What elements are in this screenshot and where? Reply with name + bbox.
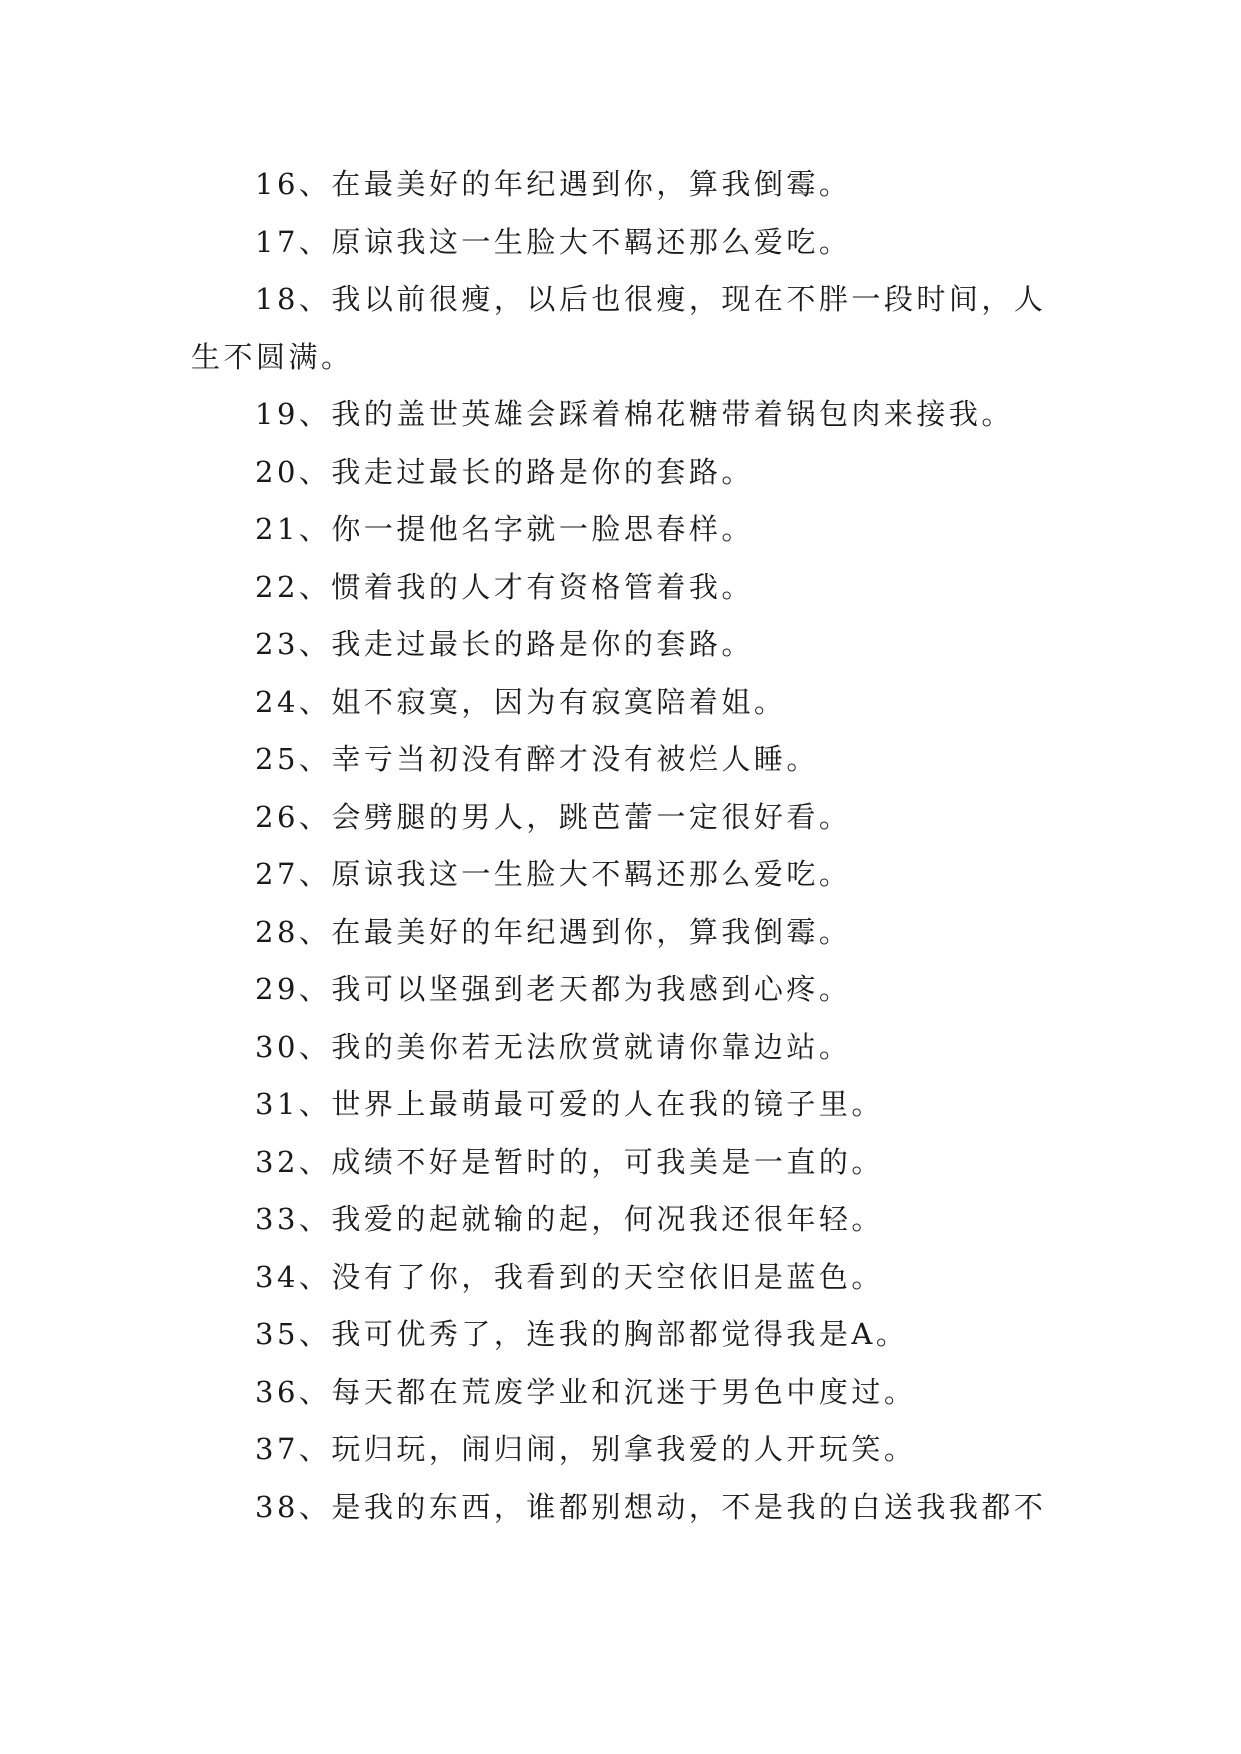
paragraph-32: 32、成绩不好是暂时的，可我美是一直的。 [255, 1144, 884, 1179]
paragraph-17: 17、原谅我这一生脸大不羁还那么爱吃。 [255, 224, 852, 259]
paragraph-23: 23、我走过最长的路是你的套路。 [255, 627, 754, 661]
paragraph-25: 25、幸亏当初没有醉才没有被烂人睡。 [255, 742, 819, 776]
paragraph-33: 33、我爱的起就输的起，何况我还很年轻。 [255, 1202, 884, 1236]
paragraph-26: 26、会劈腿的男人，跳芭蕾一定很好看。 [255, 799, 852, 834]
paragraph-31: 31、世界上最萌最可爱的人在我的镜子里。 [255, 1087, 884, 1121]
paragraph-27: 27、原谅我这一生脸大不羁还那么爱吃。 [255, 857, 852, 891]
paragraph-38: 38、是我的东西，谁都别想动，不是我的白送我我都不 [255, 1489, 1047, 1524]
paragraph-24: 24、姐不寂寞，因为有寂寞陪着姐。 [255, 684, 787, 719]
paragraph-21: 21、你一提他名字就一脸思春样。 [255, 512, 754, 546]
paragraph-29: 29、我可以坚强到老天都为我感到心疼。 [255, 972, 852, 1006]
paragraph-37: 37、玩归玩，闹归闹，别拿我爱的人开玩笑。 [255, 1432, 917, 1466]
document-body [191, 156, 1051, 1536]
paragraph-36: 36、每天都在荒废学业和沉迷于男色中度过。 [255, 1374, 917, 1409]
paragraph-16: 16、在最美好的年纪遇到你，算我倒霉。 [255, 167, 852, 201]
paragraph-18: 18、我以前很瘦，以后也很瘦，现在不胖一段时间，人生不圆满。 [191, 282, 1047, 374]
paragraph-20: 20、我走过最长的路是你的套路。 [255, 454, 754, 489]
paragraph-19: 19、我的盖世英雄会踩着棉花糖带着锅包肉来接我。 [255, 397, 1014, 431]
paragraph-30: 30、我的美你若无法欣赏就请你靠边站。 [255, 1029, 852, 1064]
paragraph-22: 22、惯着我的人才有资格管着我。 [255, 569, 754, 604]
paragraph-35: 35、我可优秀了，连我的胸部都觉得我是A。 [255, 1317, 909, 1351]
paragraph-34: 34、没有了你，我看到的天空依旧是蓝色。 [255, 1259, 884, 1294]
paragraph-28: 28、在最美好的年纪遇到你，算我倒霉。 [255, 914, 852, 949]
